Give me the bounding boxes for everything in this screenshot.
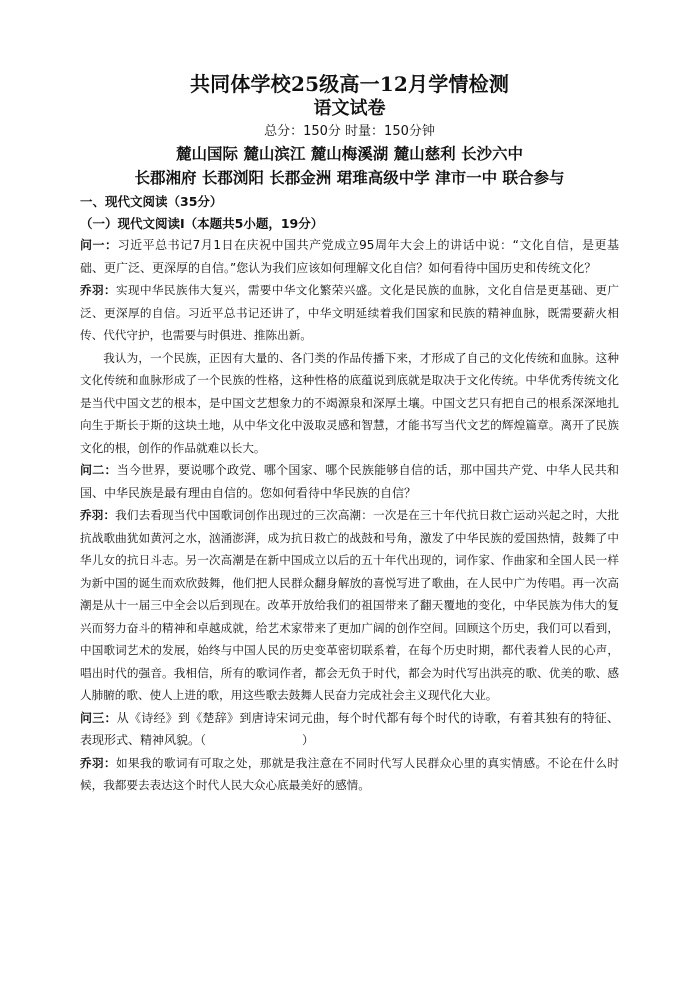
question-3 <box>80 707 619 752</box>
answer-2-speaker: 乔羽： <box>80 508 116 522</box>
schools-line-1: 麓山国际 麓山滨江 麓山梅溪湖 麓山慈利 长沙六中 <box>175 144 524 163</box>
question-3-text: 从《诗经》到《楚辞》到唐诗宋词元曲，每个时代都有每个时代的诗歌，有着其独有的特征、表现形式、精神风貌。（ <box>80 710 619 747</box>
exam-subject: 语文试卷 <box>313 98 386 119</box>
question-2 <box>80 459 619 504</box>
answer-3-text: 如果我的歌词有可取之处，那就是我注意在不同时代写人民群众心里的真实情感。不论在什么时候，我都要去表达这个时代人民大众心底最美好的感情。 <box>80 755 619 792</box>
section-title: 一、现代文阅读（35分） <box>80 194 223 209</box>
question-1 <box>80 234 619 279</box>
answer-2-text: 我们去看现当代中国歌词创作出现过的三次高潮：一次是在三十年代抗日救亡运动兴起之时，大批抗战歌曲犹如黄河之水，汹涌澎湃，成为抗日救亡的战鼓和号角，激发了中华民族的爱国热情，鼓舞了中华儿女的抗日斗志。另一次高潮是在新中国成立以后的五十年代出现的，词作家、作曲家和全国人民一样为新中国的诞生而欢欣鼓舞，他们把人民群众翻身解放的喜悦写进了歌曲，在人民中广为传唱。再一次高潮是从十一届三中全会以后到现在。改革开放给我们的祖国带来了翻天覆地的变化，中华民族为伟大的复兴而努力奋斗的精神和卓越成就，给艺术家带来了更加广阔的创作空间。回顾这个历史，我们可以看到，中国歌词艺术的发展，始终与中国人民的历史变革密切联系着，在每个历史时期，都代表着人民的心声，唱出时代的强音。我相信，所有的歌词作者，都会无负于时代，都会为时代写出洪亮的歌、优美的歌、感人肺腑的歌、使人上进的歌，用这些歌去鼓舞人民奋力完成社会主义现代化大业。 <box>80 508 619 702</box>
answer-3 <box>80 752 619 797</box>
answer-1-speaker: 乔羽： <box>80 283 116 297</box>
question-3-speaker: 问三： <box>80 710 117 725</box>
answer-1 <box>80 279 619 347</box>
answer-1-text: 实现中华民族伟大复兴，需要中华文化繁荣兴盛。文化是民族的血脉，文化自信是更基础、更广泛、更深厚的自信。习近平总书记还讲了，中华文明延续着我们国家和民族的精神血脉，既需要薪火相传、代代守护，也需要与时俱进、推陈出新。 <box>80 283 619 342</box>
question-1-speaker: 问一： <box>80 238 118 252</box>
answer-2 <box>80 504 619 707</box>
sub-section-title: （一）现代文阅读Ⅰ（本题共5小题，19分） <box>80 216 324 231</box>
question-2-text: 当今世界，要说哪个政党、哪个国家、哪个民族能够自信的话，那中国共产党、中华人民共和国、中华民族是最有理由自信的。您如何看待中华民族的自信？ <box>80 463 619 500</box>
question-1-text: 习近平总书记7月1日在庆祝中国共产党成立95周年大会上的讲话中说：“文化自信，是更基础、更广泛、更深厚的自信。”您认为我们应该如何理解文化自信？如何看待中国历史和传统文化？ <box>80 238 619 275</box>
answer-1-continued: 我认为，一个民族，正因有大量的、各门类的作品传播下来，才形成了自己的文化传统和血脉。这种文化传统和血脉形成了一个民族的性格，这种性格的底蕴说到底就是取决于文化传统。中华优秀传统文化是当代中国文艺的根本，是中国文艺想象力的不竭源泉和深厚土壤。中国文艺只有把自己的根系深深地扎向生于斯长于斯的这块土地，从中华文化中汲取灵感和智慧，才能书写当代文艺的辉煌篇章。离开了民族文化的根，创作的作品就难以长大。 <box>80 350 619 455</box>
question-2-speaker: 问二： <box>80 463 117 477</box>
question-3-close: ） <box>302 733 315 747</box>
answer-3-speaker: 乔羽： <box>80 755 116 770</box>
schools-line-2: 长郡湘府 长郡浏阳 长郡金洲 珺琟高级中学 津市一中 联合参与 <box>134 168 565 187</box>
exam-meta: 总分：150分 时量：150分钟 <box>264 124 435 139</box>
exam-title: 共同体学校25级高一12月学情检测 <box>189 72 510 96</box>
